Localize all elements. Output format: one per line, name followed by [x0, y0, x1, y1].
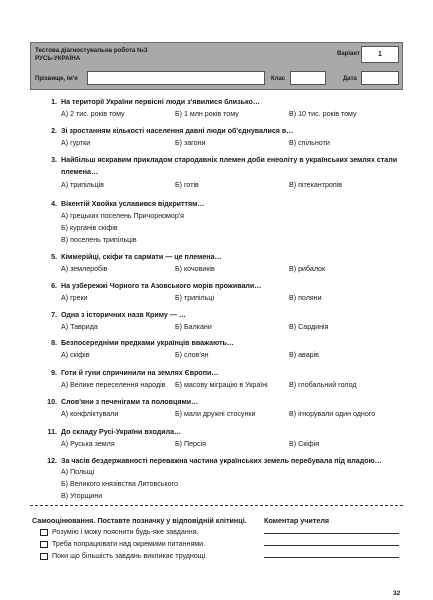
- test-title: Тестова діагностувальна робота №3: [35, 47, 148, 54]
- option-b[interactable]: Б) Балкани: [175, 323, 212, 331]
- variant-field: 1: [361, 46, 399, 63]
- option-c[interactable]: В) ігнорували один одного: [289, 410, 376, 418]
- option-c[interactable]: В) Сардинія: [289, 323, 329, 331]
- option-a[interactable]: А) Польщі: [61, 468, 95, 476]
- self-assessment-item[interactable]: [40, 528, 199, 536]
- section-divider: [30, 505, 403, 506]
- checkbox[interactable]: [40, 529, 48, 536]
- self-assessment-label: Розумію і можу пояснити будь-яке завдання.: [52, 528, 199, 536]
- option-b[interactable]: Б) Великого князівства Литовського: [61, 480, 178, 488]
- option-b[interactable]: Б) масову міграцію в Україні: [175, 381, 268, 389]
- question-text: Зі зростанням кількості населення давні люди об'єднувалися в…: [61, 127, 294, 135]
- question-number: 1.: [51, 98, 57, 106]
- option-c[interactable]: В) поляни: [289, 294, 322, 302]
- option-b[interactable]: Б) готів: [175, 181, 199, 189]
- question-text: На території України первісні люди з'явилися близько…: [61, 98, 260, 106]
- option-b[interactable]: Б) мали дружні стосунки: [175, 410, 256, 418]
- option-b[interactable]: Б) Персія: [175, 440, 206, 448]
- test-header: [30, 42, 403, 90]
- test-topic: РУСЬ-УКРАЇНА: [35, 55, 81, 62]
- option-a[interactable]: А) землеробів: [61, 265, 108, 273]
- option-b[interactable]: Б) 1 млн років тому: [175, 110, 239, 118]
- option-c[interactable]: В) спільноти: [289, 139, 330, 147]
- option-c[interactable]: В) Угорщини: [61, 492, 103, 500]
- self-assessment-label: Поки що більшість завдань викликає труднощі.: [52, 552, 208, 560]
- question-text: Безпосередніми предками українців вважають…: [61, 339, 234, 347]
- question-number: 2.: [51, 127, 57, 135]
- option-b[interactable]: Б) трипільці: [175, 294, 215, 302]
- class-field[interactable]: [290, 71, 326, 85]
- option-c[interactable]: В) глобальний голод: [289, 381, 357, 389]
- option-c[interactable]: В) рибалок: [289, 265, 326, 273]
- option-a[interactable]: А) гуртки: [61, 139, 91, 147]
- comment-line[interactable]: [264, 557, 399, 558]
- option-c[interactable]: В) пітекантропів: [289, 181, 343, 189]
- question-text: Одна з історичних назв Криму — …: [61, 311, 186, 319]
- option-c[interactable]: В) аварів: [289, 351, 319, 359]
- self-assessment-label: Треба попрацювати над окремими питаннями.: [52, 540, 206, 548]
- question-text: До складу Русі-України входила…: [61, 428, 182, 436]
- option-c[interactable]: В) 10 тис. років тому: [289, 110, 357, 118]
- question-number: 9.: [51, 369, 57, 377]
- option-c[interactable]: В) поселень трипільців: [61, 236, 137, 244]
- option-a[interactable]: А) Руська земля: [61, 440, 115, 448]
- option-b[interactable]: Б) загони: [175, 139, 206, 147]
- name-field[interactable]: [87, 71, 265, 85]
- option-a[interactable]: А) трипільців: [61, 181, 104, 189]
- option-a[interactable]: А) 2 тис. років тому: [61, 110, 125, 118]
- checkbox[interactable]: [40, 541, 48, 548]
- teacher-comment-label: Коментар учителя: [264, 516, 330, 525]
- question-number: 8.: [51, 339, 57, 347]
- page-number: 32: [393, 590, 401, 597]
- question-text: Слов'яни з печенігами та половцями…: [61, 398, 199, 406]
- date-label: Дата: [343, 76, 357, 82]
- comment-line[interactable]: [264, 545, 399, 546]
- question-text: Кіммерійці, скіфи та сармати — це племена…: [61, 253, 222, 261]
- self-assessment-title: Самооцінювання. Поставте позначку у відповідній клітинці.: [32, 516, 247, 525]
- question-text: Найбільш яскравим прикладом стародавніх племен доби енеоліту в українських землях стали: [61, 156, 398, 164]
- option-a[interactable]: А) конфліктували: [61, 410, 119, 418]
- comment-line[interactable]: [264, 533, 399, 534]
- name-label: Прізвище, ім'я: [35, 76, 78, 82]
- question-number: 4.: [51, 200, 57, 208]
- date-field[interactable]: [361, 71, 399, 85]
- question-number: 5.: [51, 253, 57, 261]
- option-b[interactable]: Б) слов'ян: [175, 351, 209, 359]
- self-assessment-item[interactable]: [40, 552, 207, 560]
- class-label: Клас: [271, 76, 286, 82]
- question-number: 10.: [47, 398, 57, 406]
- question-number: 7.: [51, 311, 57, 319]
- question-text: За часів бездержавності переважна частина українських земель перебувала під владою…: [61, 457, 382, 465]
- question-number: 11.: [47, 428, 57, 436]
- option-b[interactable]: Б) курганів скіфів: [61, 224, 118, 232]
- self-assessment-item[interactable]: [40, 540, 205, 548]
- option-a[interactable]: А) греки: [61, 294, 88, 302]
- question-text: Вікентій Хвойка уславився відкриттям…: [61, 200, 205, 208]
- option-a[interactable]: А) Таврида: [61, 323, 98, 331]
- option-b[interactable]: Б) кочовиків: [175, 265, 215, 273]
- question-number: 12.: [47, 457, 57, 465]
- option-c[interactable]: В) Скіфія: [289, 440, 320, 448]
- question-text: племена…: [61, 168, 99, 176]
- question-text: Готи й гуни спричинили на землях Європи…: [61, 369, 219, 377]
- question-number: 6.: [51, 282, 57, 290]
- variant-label: Варіант: [337, 51, 360, 57]
- option-a[interactable]: А) Велике переселення народів: [61, 381, 166, 389]
- checkbox[interactable]: [40, 553, 48, 560]
- option-a[interactable]: А) скіфів: [61, 351, 90, 359]
- question-text: На узбережжі Чорного та Азовського морів проживали…: [61, 282, 262, 290]
- question-number: 3.: [51, 156, 57, 164]
- option-a[interactable]: А) грецьких поселень Причорномор'я: [61, 212, 185, 220]
